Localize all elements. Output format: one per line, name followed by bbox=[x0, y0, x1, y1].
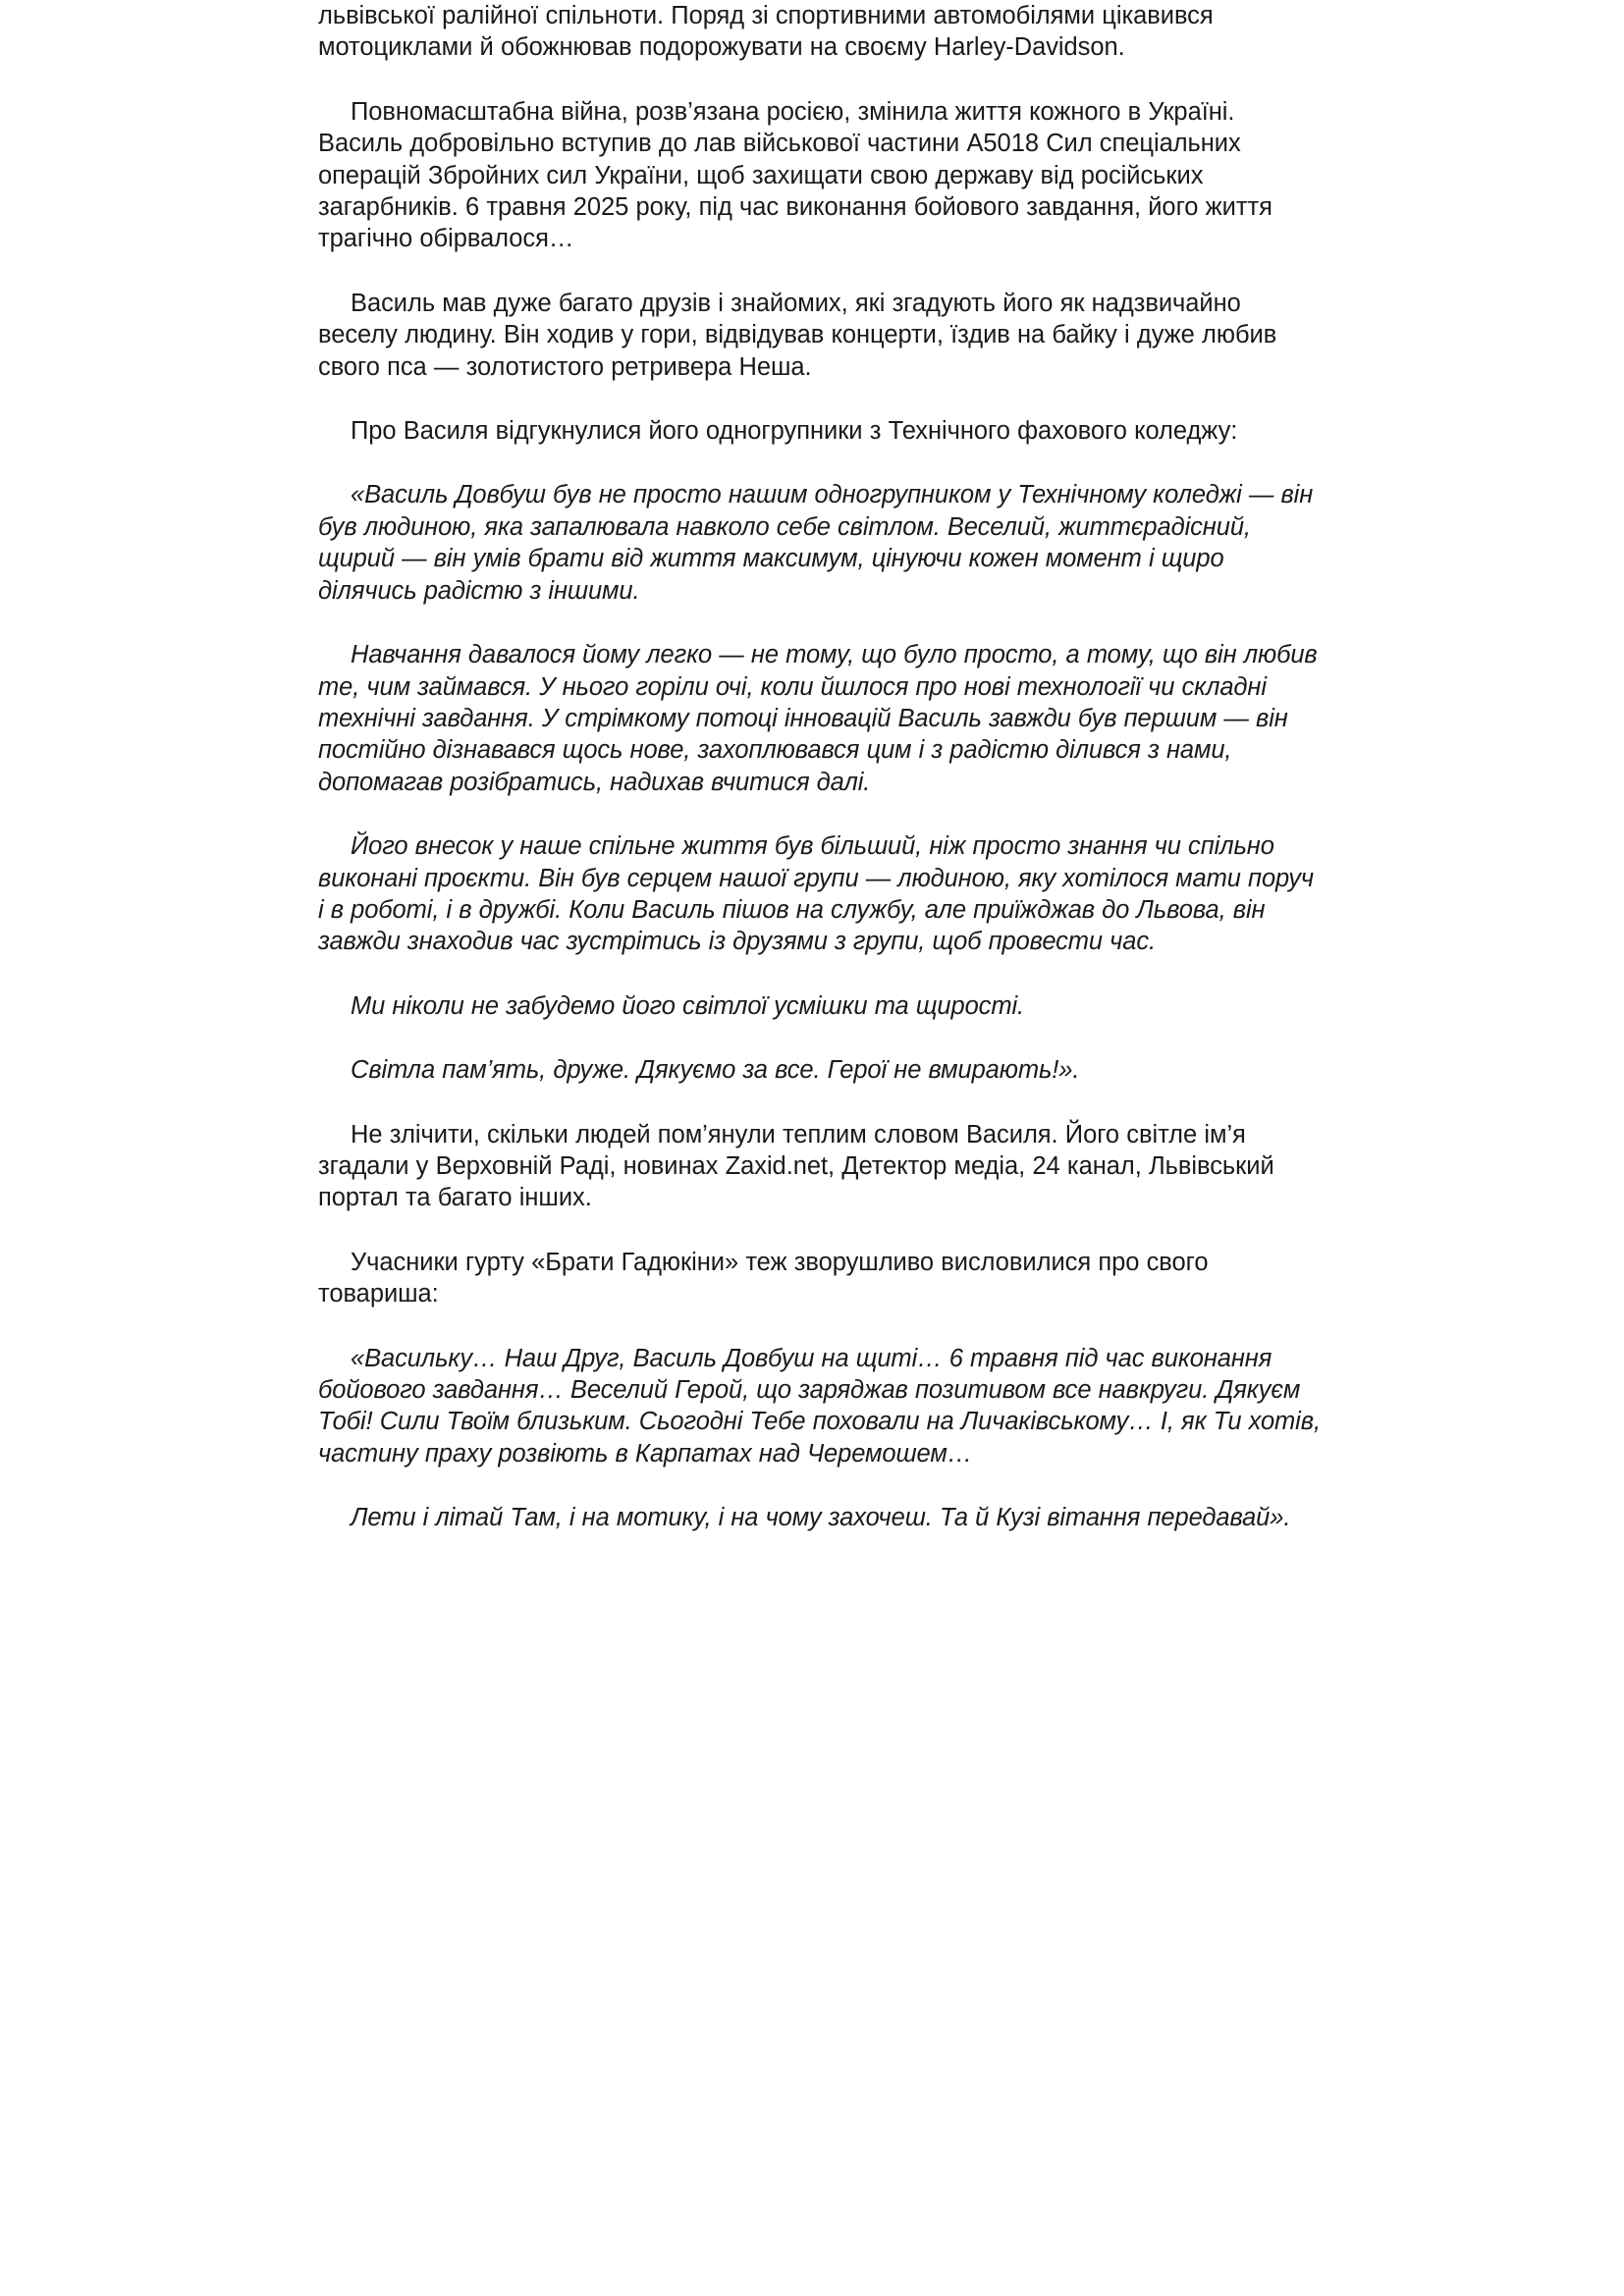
paragraph-band-intro: Учасники гурту «Брати Гадюкіни» теж зворушливо висловилися про свого товариша: bbox=[318, 1248, 1209, 1308]
paragraph-gap bbox=[318, 1310, 1324, 1343]
paragraph-gap bbox=[318, 1087, 1324, 1119]
quote-paragraph-5: Світла пам’ять, друже. Дякуємо за все. Герої не вмирають!». bbox=[351, 1056, 1080, 1085]
text-column bbox=[318, 0, 1324, 1534]
paragraph-gap bbox=[318, 447, 1324, 479]
paragraph-gap bbox=[318, 1022, 1324, 1054]
paragraph-gap bbox=[318, 1214, 1324, 1247]
quote-paragraph-1: «Василь Довбуш був не просто нашим одногрупником у Технічному коледжі — він був людиною, яка запалювала навколо себе світлом. Веселий, життєрадісний, щирий — він умів брати від життя максимум, цінуючи кожен момент і щиро ділячись радістю з іншими. bbox=[318, 481, 1314, 605]
paragraph-gap bbox=[318, 255, 1324, 288]
paragraph-college-intro: Про Василя відгукнулися його одногрупники з Технічного фахового коледжу: bbox=[351, 417, 1238, 446]
paragraph-media-mentions: Не злічити, скільки людей пом’янули теплим словом Василя. Його світле ім’я згадали у Верховній Раді, новинах Zaxid.net, Детектор медіа, 24 канал, Львівський портал та багато інших. bbox=[318, 1120, 1274, 1212]
quote-paragraph-4: Ми ніколи не забудемо його світлої усмішки та щирості. bbox=[351, 991, 1025, 1020]
paragraph-gap bbox=[318, 1469, 1324, 1502]
paragraph-gap bbox=[318, 798, 1324, 830]
paragraph-gap bbox=[318, 958, 1324, 990]
paragraph-gap bbox=[318, 607, 1324, 639]
paragraph-friends: Василь мав дуже багато друзів і знайомих, які згадують його як надзвичайно веселу людину. Він ходив у гори, відвідував концерти, їздив на байку і дуже любив свого пса — золотистого ретривера Неша. bbox=[318, 289, 1277, 381]
paragraph-war: Повномасштабна війна, розв’язана росією, змінила життя кожного в Україні. Василь добровільно вступив до лав військової частини А5018 Сил спеціальних операцій Збройних сил України, щоб захищати свою державу від російських загарбників. 6 травня 2025 року, під час виконання бойового завдання, його життя трагічно обірвалося… bbox=[318, 97, 1272, 253]
quote-band-paragraph-2: Лети і літай Там, і на мотику, і на чому захочеш. Та й Кузі вітання передавай». bbox=[351, 1504, 1291, 1532]
quote-band-paragraph-1: «Васильку… Наш Друг, Василь Довбуш на щиті… 6 травня під час виконання бойового завдання… Веселий Герой, що заряджав позитивом все навкруги. Дякуєм Тобі! Сили Твоїм близьким. Сьогодні Тебе поховали на Личаківському… І, як Ти хотів, частину праху розвіють в Карпатах над Черемошем… bbox=[318, 1344, 1321, 1468]
paragraph-gap bbox=[318, 64, 1324, 96]
paragraph-continued-harley: львівської ралійної спільноти. Поряд зі спортивними автомобілями цікавився мотоциклами й обожнював подорожувати на своєму Harley-Davidson. bbox=[318, 2, 1214, 62]
quote-paragraph-2: Навчання давалося йому легко — не тому, що було просто, а тому, що він любив те, чим займався. У нього горіли очі, коли йшлося про нові технології чи складні технічні завдання. У стрімкому потоці інновацій Василь завжди був першим — він постійно дізнавався щось нове, захоплювався цим і з радістю ділився з нами, допомагав розібратись, надихав вчитися далі. bbox=[318, 641, 1318, 796]
quote-paragraph-3: Його внесок у наше спільне життя був більший, ніж просто знання чи спільно виконані проєкти. Він був серцем нашої групи — людиною, яку хотілося мати поруч і в роботі, і в дружбі. Коли Василь пішов на службу, але приїжджав до Львова, він завжди знаходив час зустрітись із друзями з групи, щоб провести час. bbox=[318, 832, 1315, 956]
paragraph-gap bbox=[318, 383, 1324, 415]
